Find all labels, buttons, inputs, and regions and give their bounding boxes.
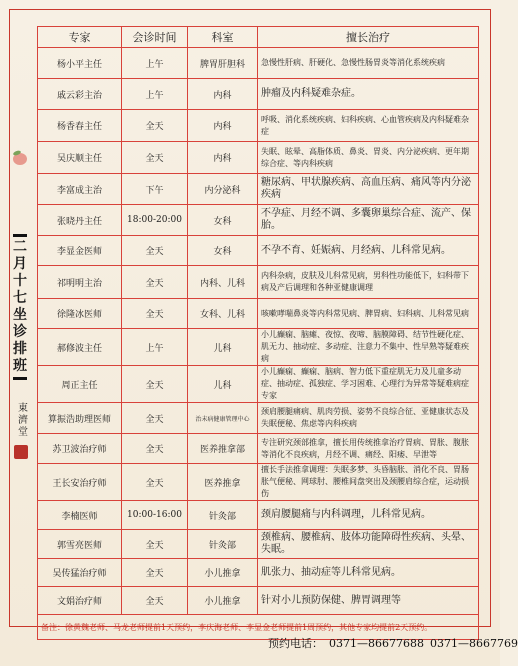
table-header-row xyxy=(38,27,479,48)
dept-cell: 女科、儿科 xyxy=(188,299,258,329)
seal-char: 堂 xyxy=(18,427,28,438)
side-title-char: 月 xyxy=(13,256,27,272)
dept-cell: 治未病健康管理中心 xyxy=(188,403,258,434)
specialty-cell: 不孕不育、妊娠病、月经病、儿科常见病。 xyxy=(258,236,479,266)
expert-cell: 李显金医师 xyxy=(38,236,122,266)
side-title-char: 二 xyxy=(13,239,27,255)
dept-cell: 内科 xyxy=(188,79,258,110)
expert-cell: 文娟治疗师 xyxy=(38,587,122,615)
dept-cell: 医养推拿部 xyxy=(188,434,258,464)
side-title-char: 诊 xyxy=(13,324,27,340)
dept-cell: 内科 xyxy=(188,110,258,142)
header-specialty: 擅长治疗 xyxy=(258,27,479,48)
dept-cell: 针灸部 xyxy=(188,530,258,559)
expert-cell: 戚云彩主治 xyxy=(38,79,122,110)
table-row xyxy=(38,329,479,366)
time-cell: 上午 xyxy=(122,329,188,366)
table-row xyxy=(38,79,479,110)
schedule-table xyxy=(37,26,479,640)
table-row xyxy=(38,434,479,464)
specialty-cell: 呼吸、消化系统疾病、妇科疾病、心血管疾病及内科疑难杂症 xyxy=(258,110,479,142)
dept-cell: 女科 xyxy=(188,236,258,266)
time-cell: 全天 xyxy=(122,110,188,142)
phone-label: 预约电话： xyxy=(268,637,323,650)
time-cell: 全天 xyxy=(122,236,188,266)
table-row xyxy=(38,403,479,434)
expert-cell: 徐隆冰医师 xyxy=(38,299,122,329)
dept-cell: 内分泌科 xyxy=(188,174,258,205)
specialty-cell: 颈椎病、腰椎病、肢体功能障碍性疾病、头晕、失眠。 xyxy=(258,530,479,559)
peach-icon xyxy=(11,150,29,166)
dept-cell: 内科、儿科 xyxy=(188,266,258,299)
table-row xyxy=(38,299,479,329)
time-cell: 全天 xyxy=(122,266,188,299)
expert-cell: 吴庆顺主任 xyxy=(38,142,122,174)
specialty-cell: 擅长手法推拿调理：失眠多梦、头昏脑胀、消化不良、胃肠胀气便秘、网球肘、腰椎间盘突出及颈腰肩综合症，运动损伤 xyxy=(258,464,479,501)
specialty-cell: 肿瘤及内科疑难杂症。 xyxy=(258,79,479,110)
dept-cell: 针灸部 xyxy=(188,501,258,530)
table-row xyxy=(38,266,479,299)
expert-cell: 周正主任 xyxy=(38,366,122,403)
time-cell: 上午 xyxy=(122,48,188,79)
specialty-cell: 小儿癫痫、脑瘫、夜惊、夜啼、脑膜障碍、结节性硬化症、肌无力、抽动症、多动症、注意力不集中、性早熟等疑难疾病 xyxy=(258,329,479,366)
table-row xyxy=(38,366,479,403)
time-cell: 上午 xyxy=(122,79,188,110)
expert-cell: 祁明明主治 xyxy=(38,266,122,299)
table-row xyxy=(38,205,479,236)
side-title-char: 十 xyxy=(13,273,27,289)
specialty-cell: 失眠、眩晕、高脂体质、鼻炎、胃炎、内分泌疾病、更年期综合症、等内科疾病 xyxy=(258,142,479,174)
time-cell: 全天 xyxy=(122,587,188,615)
dept-cell: 儿科 xyxy=(188,366,258,403)
time-cell: 全天 xyxy=(122,299,188,329)
expert-cell: 苏卫波治疗师 xyxy=(38,434,122,464)
seal-signature xyxy=(16,403,30,439)
booking-phone xyxy=(268,635,518,651)
phone-number-2: 0371—8667769 xyxy=(429,637,518,650)
expert-cell: 张晓丹主任 xyxy=(38,205,122,236)
time-cell: 全天 xyxy=(122,434,188,464)
header-dept: 科室 xyxy=(188,27,258,48)
dept-cell: 脾胃肝胆科 xyxy=(188,48,258,79)
specialty-cell: 内科杂病，皮肤及儿科常见病，男科性功能低下，妇科带下病及产后调理和各种亚健康调理 xyxy=(258,266,479,299)
table-row xyxy=(38,236,479,266)
specialty-cell: 针对小儿预防保健、脾胃调理等 xyxy=(258,587,479,615)
header-expert: 专家 xyxy=(38,27,122,48)
table-row xyxy=(38,559,479,587)
table-row xyxy=(38,530,479,559)
header-time: 会诊时间 xyxy=(122,27,188,48)
specialty-cell: 肌张力、抽动症等儿科常见病。 xyxy=(258,559,479,587)
expert-cell: 王长安治疗师 xyxy=(38,464,122,501)
specialty-cell: 专注研究颈部推拿，擅长用传统推拿治疗胃病、胃胀、腹胀等消化不良疾病，月经不调、痛经、阳痿、早泄等 xyxy=(258,434,479,464)
expert-cell: 郭雪亮医师 xyxy=(38,530,122,559)
side-title-char: 七 xyxy=(13,290,27,306)
seal-char: 東 xyxy=(18,403,28,414)
dept-cell: 小儿推拿 xyxy=(188,587,258,615)
note-text: 备注：徐黄魏老师、马龙老师提前1天预约，李庆海老师、李显金老师提前1周预约，其他专家均提前2天预约。 xyxy=(38,615,479,640)
table-row xyxy=(38,587,479,615)
specialty-cell: 不孕症、月经不调、多囊卵巢综合症、流产、保胎。 xyxy=(258,205,479,236)
table-row xyxy=(38,142,479,174)
dept-cell: 小儿推拿 xyxy=(188,559,258,587)
phone-number-1: 0371—86677688 xyxy=(329,637,424,650)
dept-cell: 内科 xyxy=(188,142,258,174)
expert-cell: 李富成主治 xyxy=(38,174,122,205)
side-title-char: 坐 xyxy=(13,307,27,323)
dept-cell: 女科 xyxy=(188,205,258,236)
table-row xyxy=(38,464,479,501)
expert-cell: 杨香春主任 xyxy=(38,110,122,142)
expert-cell: 李楠医师 xyxy=(38,501,122,530)
time-cell: 全天 xyxy=(122,366,188,403)
specialty-cell: 糖尿病、甲状腺疾病、高血压病、痛风等内分泌疾病 xyxy=(258,174,479,205)
time-cell: 全天 xyxy=(122,403,188,434)
specialty-cell: 颈肩腰腿痛与内科调理，儿科常见病。 xyxy=(258,501,479,530)
specialty-cell: 咳嗽哮喘鼻炎等内科常见病、脾胃病、妇科病、儿科常见病 xyxy=(258,299,479,329)
dept-cell: 儿科 xyxy=(188,329,258,366)
red-seal-stamp xyxy=(14,445,28,459)
specialty-cell: 小儿癫痫、癫痫、脑病、智力低下重症肌无力及儿童多动症、抽动症、孤独症、学习困难、心理行为异常等疑难病症专家 xyxy=(258,366,479,403)
time-cell: 18:00-20:00 xyxy=(122,205,188,236)
expert-cell: 杨小平主任 xyxy=(38,48,122,79)
time-cell: 全天 xyxy=(122,559,188,587)
table-row xyxy=(38,48,479,79)
time-cell: 全天 xyxy=(122,142,188,174)
side-title-char: 排 xyxy=(13,341,27,357)
side-title xyxy=(10,232,30,382)
seal-char: 濟 xyxy=(18,415,28,426)
time-cell: 10:00-16:00 xyxy=(122,501,188,530)
table-row xyxy=(38,174,479,205)
time-cell: 下午 xyxy=(122,174,188,205)
table-row xyxy=(38,110,479,142)
expert-cell: 郝修波主任 xyxy=(38,329,122,366)
specialty-cell: 急慢性肝病、肝硬化、急慢性肠胃炎等消化系统疾病 xyxy=(258,48,479,79)
dept-cell: 医养推拿 xyxy=(188,464,258,501)
specialty-cell: 颈肩腰腿痛病、肌肉劳损、姿势不良综合征、亚健康状态及失眠便秘、焦虑等内科疾病 xyxy=(258,403,479,434)
time-cell: 全天 xyxy=(122,530,188,559)
table-row xyxy=(38,501,479,530)
expert-cell: 算振浩助理医师 xyxy=(38,403,122,434)
expert-cell: 吴传猛治疗师 xyxy=(38,559,122,587)
time-cell: 全天 xyxy=(122,464,188,501)
side-title-char: 班 xyxy=(13,358,27,374)
